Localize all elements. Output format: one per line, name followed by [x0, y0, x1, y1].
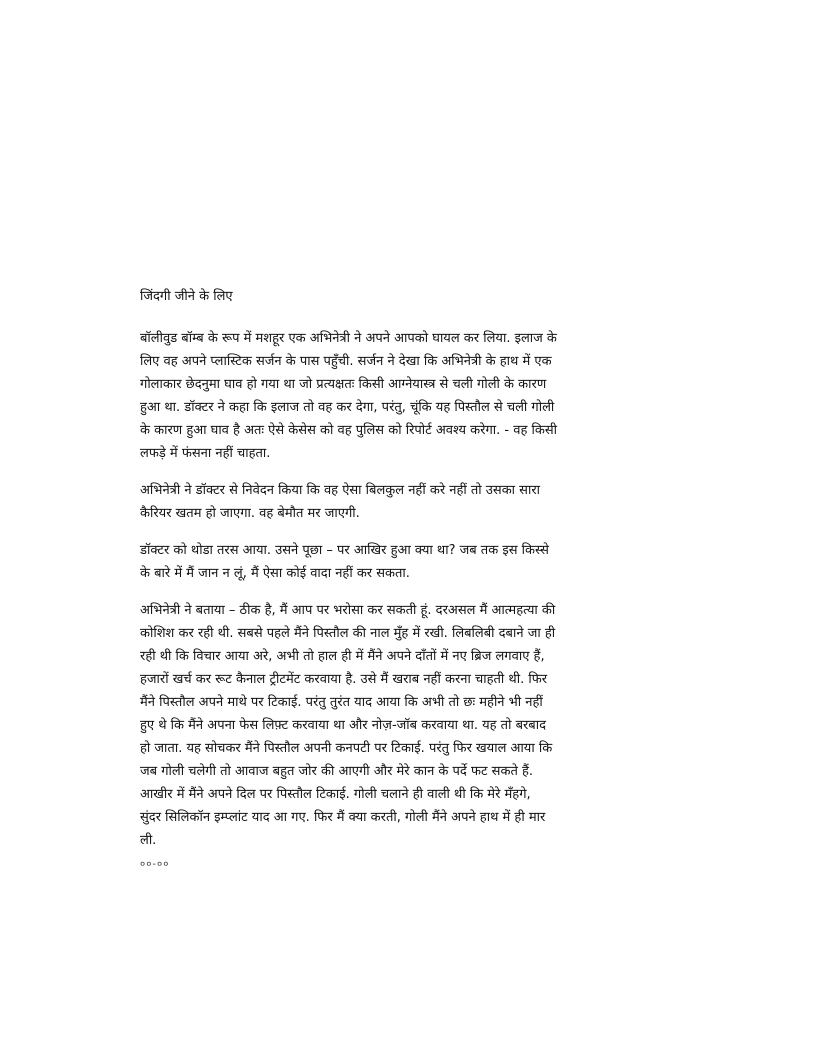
paragraph-line: लिए वह अपने प्लास्टिक सर्जन के पास पहुँची. सर्जन ने देखा कि अभिनेत्री के हाथ में एक: [140, 354, 552, 369]
paragraph-line: ली.: [140, 833, 157, 848]
paragraph-line: कोशिश कर रही थी. सबसे पहले मैंने पिस्तौल की नाल मुँह में रखी. लिबलिबी दबाने जा ही: [140, 626, 556, 641]
end-mark: ००-००: [140, 859, 170, 870]
paragraph-line: अभिनेत्री ने डॉक्टर से निवेदन किया कि वह ऐसा बिलकुल नहीं करे नहीं तो उसका सारा: [140, 483, 541, 498]
paragraph-line: बॉलीवुड बॉम्ब के रूप में मशहूर एक अभिनेत्री ने अपने आपको घायल कर लिया. इलाज के: [140, 331, 557, 346]
paragraph-line: हुआ था. डॉक्टर ने कहा कि इलाज तो वह कर देगा, परंतु, चूंकि यह पिस्तौल से चली गोली: [140, 400, 555, 415]
paragraph-line: रही थी कि विचार आया अरे, अभी तो हाल ही में मैंने अपने दाँतों में नए ब्रिज लगवाए हैं,: [140, 649, 545, 664]
paragraph-line: कैरियर खतम हो जाएगा. वह बेमौत मर जाएगी.: [140, 506, 360, 521]
paragraph-line: अभिनेत्री ने बताया – ठीक है, मैं आप पर भरोसा कर सकती हूं. दरअसल मैं आत्महत्या की: [140, 603, 556, 618]
document-title: जिंदगी जीने के लिए: [140, 289, 233, 304]
paragraph-line: मैंने पिस्तौल अपने माथे पर टिकाई. परंतु तुरंत याद आया कि अभी तो छः महीने भी नहीं: [140, 695, 543, 710]
paragraph-line: डॉक्टर को थोडा तरस आया. उसने पूछा – पर आखिर हुआ क्या था? जब तक इस किस्से: [140, 543, 549, 558]
paragraph-line: गोलाकार छेदनुमा घाव हो गया था जो प्रत्यक्षतः किसी आग्नेयास्त्र से चली गोली के कारण: [140, 377, 547, 392]
paragraph-line: जब गोली चलेगी तो आवाज बहुत जोर की आएगी और मेरे कान के पर्दे फट सकते हैं.: [140, 764, 534, 779]
paragraph-line: हो जाता. यह सोचकर मैंने पिस्तौल अपनी कनपटी पर टिकाई. परंतु फिर खयाल आया कि: [140, 741, 553, 756]
paragraph-line: के बारे में मैं जान न लूं, मैं ऐसा कोई वादा नहीं कर सकता.: [140, 566, 410, 581]
paragraph-2: [140, 479, 660, 525]
paragraph-3: [140, 539, 660, 585]
paragraph-line: हजारों खर्च कर रूट कैनाल ट्रीटमेंट करवाया है. उसे मैं खराब नहीं करना चाहती थी. फिर: [140, 672, 548, 687]
paragraph-line: लफड़े में फंसना नहीं चाहता.: [140, 446, 271, 461]
paragraph-line: आखीर में मैंने अपने दिल पर पिस्तौल टिकाई. गोली चलाने ही वाली थी कि मेरे मँहगे,: [140, 787, 531, 802]
paragraph-line: सुंदर सिलिकॉन इम्प्लांट याद आ गए. फिर मैं क्या करती, गोली मैंने अपने हाथ में ही मार: [140, 810, 546, 825]
document-page: [140, 287, 660, 872]
paragraph-line: हुए थे कि मैंने अपना फेस लिफ़्ट करवाया था और नोज़-जॉब करवाया था. यह तो बरबाद: [140, 718, 547, 733]
paragraph-4: [140, 599, 660, 852]
paragraph-line: के कारण हुआ घाव है अतः ऐसे केसेस को वह पुलिस को रिपोर्ट अवश्य करेगा. - वह किसी: [140, 423, 558, 438]
paragraph-1: [140, 327, 660, 465]
